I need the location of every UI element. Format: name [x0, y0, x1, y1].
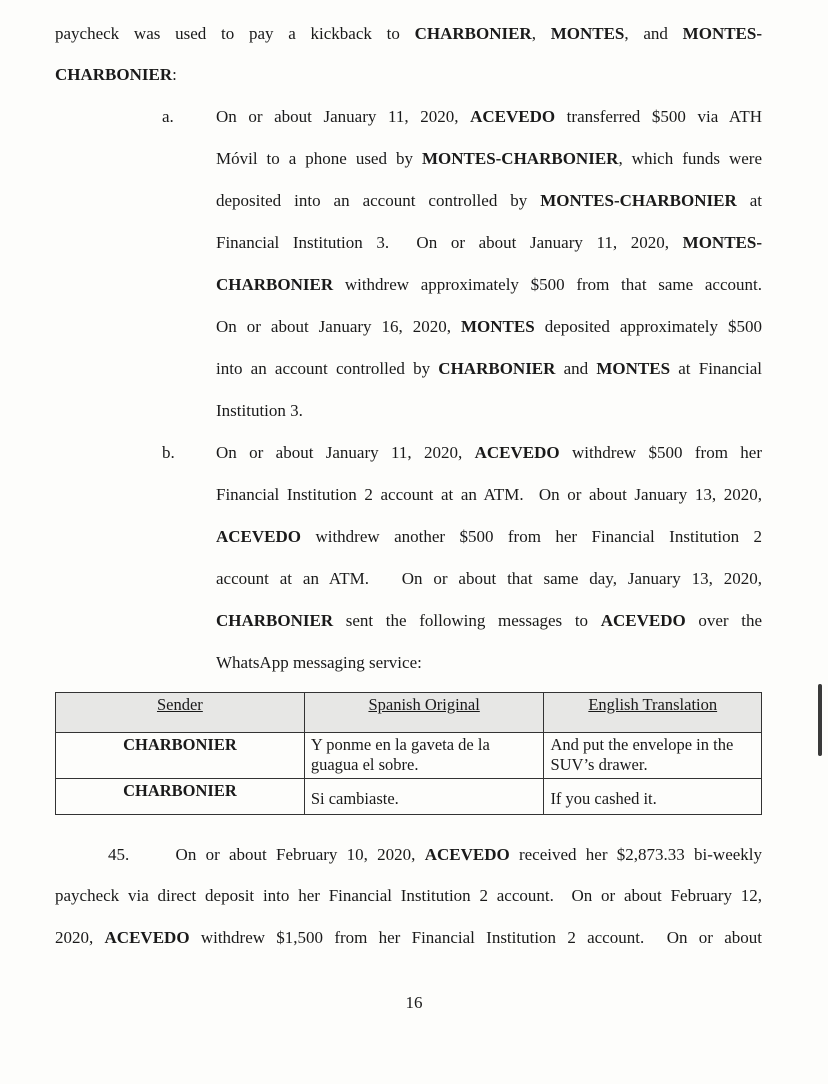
item-a-line-2	[216, 149, 762, 169]
bold-name-text: MONTES-CHARBONIER	[421, 149, 619, 168]
para-45-line-2	[55, 886, 762, 906]
text-segment: On or about January 16, 2020,	[216, 317, 462, 336]
item-b-marker: b.	[162, 443, 175, 462]
text-segment: and	[555, 359, 597, 378]
text-segment: paycheck was used to pay a kickback to	[55, 24, 415, 43]
bold-name-text: ACEVEDO	[104, 928, 190, 947]
bold-name-text: CHARBONIER	[216, 275, 334, 294]
row-1-sender: CHARBONIER	[56, 733, 305, 779]
row-2-english: If you cashed it.	[544, 779, 762, 815]
bold-name-text: CHARBONIER	[438, 359, 556, 378]
bold-name-text: CHARBONIER	[414, 24, 532, 43]
item-b-line-4	[216, 569, 762, 589]
item-a-line-6	[216, 317, 762, 337]
item-a-line-8	[216, 401, 303, 421]
item-b-line-5	[216, 611, 762, 631]
bold-name-text: CHARBONIER	[55, 65, 173, 84]
page-number: 16	[405, 993, 423, 1012]
scrollbar-thumb[interactable]	[818, 684, 822, 756]
item-b-line-2	[216, 485, 762, 505]
text-segment: WhatsApp messaging service:	[216, 653, 422, 672]
text-segment: ,	[531, 24, 551, 43]
item-a-line-3	[216, 191, 762, 211]
bold-name-text: MONTES-	[682, 233, 762, 252]
text-segment: Financial Institution 2 account at an ATM. On or about January 13, 2020,	[216, 485, 762, 504]
table-row	[56, 779, 762, 815]
bold-name-text: ACEVEDO	[216, 527, 302, 546]
bold-name-text: ACEVEDO	[474, 443, 560, 462]
text-segment: 2020,	[55, 928, 105, 947]
header-spanish-original: Spanish Original	[304, 693, 544, 733]
text-segment: withdrew $1,500 from her Financial Institution 2 account. On or about	[189, 928, 762, 947]
table-row	[56, 733, 762, 779]
text-segment: withdrew $500 from her	[559, 443, 762, 462]
bold-name-text: MONTES	[461, 317, 535, 336]
text-segment: Institution 3.	[216, 401, 303, 420]
text-segment: transferred $500 via ATH	[555, 107, 762, 126]
text-segment: deposited approximately $500	[534, 317, 763, 336]
bold-name-text: MONTES	[596, 359, 671, 378]
bold-name-text: ACEVEDO	[470, 107, 556, 126]
text-segment: On or about January 11, 2020,	[216, 107, 471, 126]
text-segment: , which funds were	[618, 149, 762, 168]
text-segment: , and	[624, 24, 683, 43]
messages-table	[55, 692, 762, 815]
item-a-line-1	[216, 107, 762, 127]
text-segment: into an account controlled by	[216, 359, 439, 378]
item-b-line-3	[216, 527, 762, 547]
text-segment: :	[172, 65, 177, 84]
text-segment: On or about January 11, 2020,	[216, 443, 475, 462]
text-segment: withdrew approximately $500 from that same account.	[333, 275, 762, 294]
item-b-line-6	[216, 653, 422, 673]
text-segment: paycheck via direct deposit into her Financial Institution 2 account. On or about February 12,	[55, 886, 762, 905]
item-a-line-7	[216, 359, 762, 379]
text-segment: at	[736, 191, 762, 210]
item-b-line-1	[216, 443, 762, 463]
para-45-line-1	[108, 845, 762, 865]
text-segment: sent the following messages to	[333, 611, 601, 630]
bold-name-text: CHARBONIER	[216, 611, 334, 630]
bold-name-text: ACEVEDO	[600, 611, 686, 630]
text-segment: deposited into an account controlled by	[216, 191, 541, 210]
header-english-translation: English Translation	[544, 693, 762, 733]
item-a-marker: a.	[162, 107, 174, 126]
bold-name-text: MONTES	[550, 24, 625, 43]
text-segment: withdrew another $500 from her Financial Institution 2	[301, 527, 762, 546]
text-segment: 45. On or about February 10, 2020,	[108, 845, 425, 864]
header-sender: Sender	[56, 693, 305, 733]
row-1-english: And put the envelope in the SUV’s drawer.	[544, 733, 762, 779]
intro-line-2	[55, 65, 177, 85]
item-a-line-5	[216, 275, 762, 295]
item-a-line-4	[216, 233, 762, 253]
bold-name-text: ACEVEDO	[424, 845, 510, 864]
para-45-line-3	[55, 928, 762, 948]
intro-line-1	[55, 24, 762, 44]
bold-name-text: MONTES-	[682, 24, 763, 43]
row-1-spanish: Y ponme en la gaveta de la guagua el sobre.	[304, 733, 544, 779]
bold-name-text: MONTES-CHARBONIER	[540, 191, 737, 210]
row-2-sender: CHARBONIER	[56, 779, 305, 815]
table-header-row	[56, 693, 762, 733]
text-segment: account at an ATM. On or about that same day, January 13, 2020,	[216, 569, 762, 588]
text-segment: over the	[685, 611, 762, 630]
text-segment: Móvil to a phone used by	[216, 149, 422, 168]
text-segment: Financial Institution 3. On or about January 11, 2020,	[216, 233, 683, 252]
text-segment: received her $2,873.33 bi-weekly	[509, 845, 763, 864]
text-segment: at Financial	[670, 359, 762, 378]
row-2-spanish: Si cambiaste.	[304, 779, 544, 815]
